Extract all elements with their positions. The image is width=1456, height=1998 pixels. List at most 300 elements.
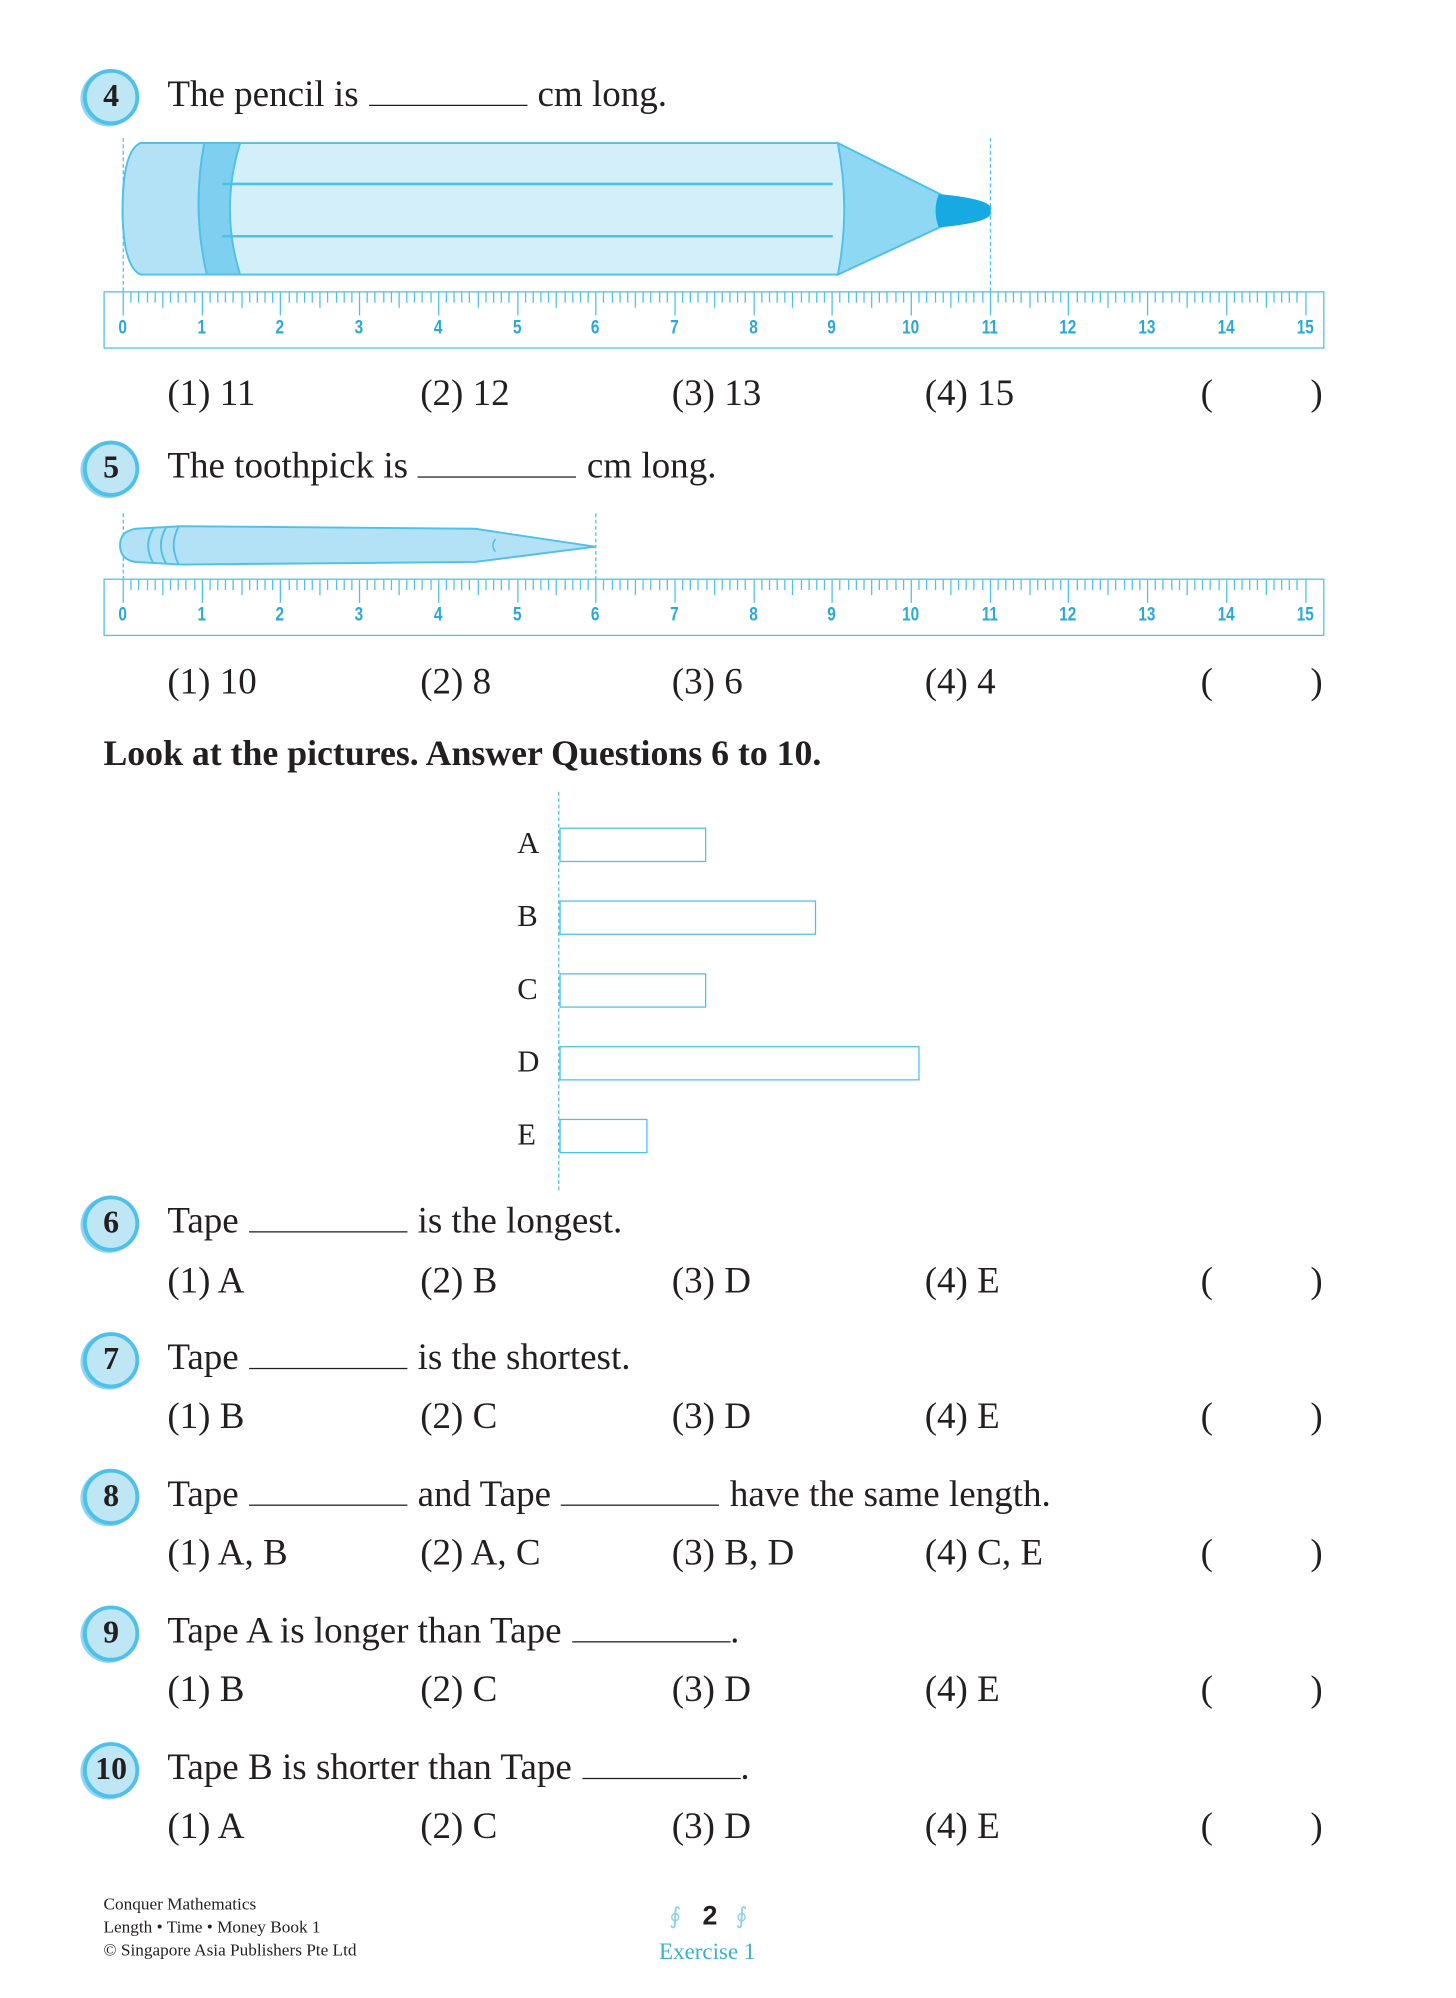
ruler-tick bbox=[1305, 580, 1306, 603]
ruler-tick bbox=[264, 580, 265, 590]
ruler-tick bbox=[241, 292, 242, 307]
question-number-5: 5 bbox=[83, 441, 139, 497]
ruler-tick bbox=[1257, 580, 1258, 590]
q9-option-3[interactable]: (3) D bbox=[671, 1669, 752, 1711]
q7-option-4[interactable]: (4) E bbox=[924, 1395, 1000, 1437]
answer-bracket-close[interactable]: ) bbox=[1310, 1669, 1323, 1711]
ruler-tick bbox=[1131, 580, 1132, 590]
ruler-tick bbox=[1123, 580, 1124, 590]
ruler-tick bbox=[926, 292, 927, 302]
ruler-tick bbox=[698, 580, 699, 590]
ruler-tick bbox=[619, 580, 620, 590]
ruler-tick bbox=[304, 292, 305, 302]
ruler-tick bbox=[375, 292, 376, 302]
ruler-tick bbox=[785, 580, 786, 590]
ruler-number: 14 bbox=[1217, 316, 1235, 339]
q7-option-2[interactable]: (2) C bbox=[420, 1395, 498, 1437]
ruler-tick bbox=[1131, 292, 1132, 302]
footer-book: Length • Time • Money Book 1 bbox=[103, 1917, 321, 1937]
ruler-tick bbox=[272, 580, 273, 590]
answer-blank[interactable] bbox=[249, 1230, 407, 1233]
answer-blank[interactable] bbox=[249, 1503, 407, 1506]
q8-option-1[interactable]: (1) A, B bbox=[167, 1532, 288, 1574]
question-10-text bbox=[167, 1747, 749, 1789]
ruler-tick bbox=[375, 580, 376, 590]
ruler-number: 13 bbox=[1138, 604, 1156, 626]
ruler-number: 1 bbox=[197, 604, 206, 626]
answer-blank[interactable] bbox=[369, 103, 527, 106]
answer-bracket-close[interactable]: ) bbox=[1310, 1805, 1323, 1847]
ruler-tick bbox=[391, 292, 392, 302]
tape-a bbox=[559, 828, 706, 862]
question-number-4: 4 bbox=[83, 69, 139, 125]
ruler-tick bbox=[1257, 292, 1258, 302]
q10-option-3[interactable]: (3) D bbox=[671, 1805, 752, 1847]
ruler-tick bbox=[950, 580, 951, 595]
q5-before: The toothpick is bbox=[167, 445, 409, 487]
ruler-tick bbox=[351, 580, 352, 590]
ruler-tick bbox=[1249, 580, 1250, 590]
question-number-7: 7 bbox=[83, 1332, 139, 1388]
ruler-tick bbox=[154, 580, 155, 590]
q6-option-4[interactable]: (4) E bbox=[924, 1260, 1000, 1302]
ruler-tick bbox=[1076, 292, 1077, 302]
ruler-tick bbox=[997, 580, 998, 590]
pencil-illustration bbox=[115, 138, 1009, 285]
ruler-tick bbox=[548, 580, 549, 590]
q6-option-3[interactable]: (3) D bbox=[671, 1260, 752, 1302]
section-heading: Look at the pictures. Answer Questions 6 to 10. bbox=[103, 734, 822, 774]
q4-option-3[interactable]: (3) 13 bbox=[671, 372, 762, 414]
ruler-tick bbox=[438, 580, 439, 603]
ruler-tick bbox=[367, 292, 368, 302]
ruler-tick bbox=[989, 292, 990, 315]
q6-option-2[interactable]: (2) B bbox=[420, 1260, 498, 1302]
ruler-tick bbox=[808, 292, 809, 302]
ruler-tick bbox=[217, 580, 218, 590]
ruler-tick bbox=[1265, 292, 1266, 307]
ruler-tick bbox=[1084, 292, 1085, 302]
q8-option-3[interactable]: (3) B, D bbox=[671, 1532, 795, 1574]
q10-option-4[interactable]: (4) E bbox=[924, 1805, 1000, 1847]
ruler-tick bbox=[383, 292, 384, 302]
question-number-8: 8 bbox=[83, 1469, 139, 1525]
ruler-number: 6 bbox=[591, 604, 600, 626]
ruler-tick bbox=[871, 292, 872, 307]
ruler-tick bbox=[588, 580, 589, 590]
ruler-tick bbox=[1147, 292, 1148, 315]
ruler-tick bbox=[194, 580, 195, 590]
ruler-tick bbox=[769, 292, 770, 302]
ruler-number: 9 bbox=[827, 316, 837, 339]
ruler-tick bbox=[840, 580, 841, 590]
ruler-tick bbox=[446, 580, 447, 590]
answer-bracket-close[interactable]: ) bbox=[1310, 1260, 1323, 1302]
ruler-tick bbox=[911, 292, 912, 315]
ruler-tick bbox=[989, 580, 990, 603]
tape-c bbox=[559, 973, 706, 1007]
ruler-number: 13 bbox=[1138, 316, 1156, 339]
q4-option-2[interactable]: (2) 12 bbox=[420, 372, 510, 414]
ruler-tick bbox=[138, 580, 139, 590]
ruler-tick bbox=[1242, 580, 1243, 590]
page-number: 2 bbox=[702, 1901, 718, 1932]
ruler-tick bbox=[296, 292, 297, 302]
question-number-9: 9 bbox=[83, 1605, 139, 1661]
ruler-tick bbox=[1210, 580, 1211, 590]
ruler-tick bbox=[477, 292, 478, 307]
ruler-tick bbox=[919, 292, 920, 302]
ruler-tick bbox=[1037, 580, 1038, 590]
decorative-swirl-right-icon: ∮ bbox=[735, 1903, 748, 1929]
ruler-tick bbox=[430, 292, 431, 302]
ruler-tick bbox=[643, 580, 644, 590]
ruler-tick bbox=[493, 292, 494, 302]
answer-bracket-open[interactable]: ( bbox=[1200, 1669, 1213, 1711]
q5-option-1[interactable]: (1) 10 bbox=[167, 661, 257, 703]
ruler-tick bbox=[320, 580, 321, 595]
answer-bracket-close[interactable]: ) bbox=[1310, 372, 1323, 414]
answer-bracket-open[interactable]: ( bbox=[1200, 1260, 1213, 1302]
ruler-number: 11 bbox=[981, 604, 998, 626]
ruler-tick bbox=[682, 292, 683, 302]
ruler-tick bbox=[1234, 580, 1235, 590]
ruler-2 bbox=[103, 579, 1324, 636]
ruler-tick bbox=[1005, 580, 1006, 590]
ruler-number: 8 bbox=[748, 316, 758, 339]
ruler-tick bbox=[777, 580, 778, 590]
ruler-tick bbox=[651, 580, 652, 590]
ruler-tick bbox=[966, 580, 967, 590]
ruler-tick bbox=[1021, 292, 1022, 302]
ruler-tick bbox=[1147, 580, 1148, 603]
ruler-tick bbox=[288, 292, 289, 302]
answer-blank[interactable] bbox=[561, 1503, 719, 1506]
ruler-tick bbox=[603, 580, 604, 590]
ruler-tick bbox=[501, 580, 502, 590]
ruler-tick bbox=[1021, 580, 1022, 590]
ruler-tick bbox=[603, 292, 604, 302]
ruler-tick bbox=[666, 292, 667, 302]
ruler-number: 0 bbox=[118, 316, 127, 339]
ruler-tick bbox=[517, 292, 518, 315]
ruler-tick bbox=[595, 292, 596, 315]
ruler-tick bbox=[540, 292, 541, 302]
ruler-tick bbox=[611, 292, 612, 302]
ruler-tick bbox=[1084, 580, 1085, 590]
q4-after: cm long. bbox=[537, 74, 668, 115]
ruler-tick bbox=[524, 580, 525, 590]
q4-option-1[interactable]: (1) 11 bbox=[167, 372, 256, 414]
q8-option-4[interactable]: (4) C, E bbox=[924, 1532, 1043, 1574]
ruler-tick bbox=[249, 580, 250, 590]
ruler-tick bbox=[1139, 292, 1140, 302]
ruler-tick bbox=[721, 292, 722, 302]
ruler-tick bbox=[808, 580, 809, 590]
ruler-tick bbox=[146, 292, 147, 302]
ruler-tick bbox=[477, 580, 478, 595]
ruler-tick bbox=[792, 580, 793, 595]
ruler-tick bbox=[761, 580, 762, 590]
ruler-number: 15 bbox=[1296, 604, 1314, 626]
ruler-tick bbox=[1265, 580, 1266, 595]
ruler-tick bbox=[130, 580, 131, 590]
ruler-number: 6 bbox=[591, 316, 600, 339]
question-number-10: 10 bbox=[83, 1742, 139, 1798]
tape-d bbox=[559, 1046, 919, 1080]
answer-bracket-close[interactable]: ) bbox=[1310, 1532, 1323, 1574]
answer-bracket-close[interactable]: ) bbox=[1310, 661, 1323, 703]
ruler-tick bbox=[658, 292, 659, 302]
ruler-tick bbox=[737, 580, 738, 590]
ruler-tick bbox=[729, 292, 730, 302]
ruler-tick bbox=[320, 292, 321, 307]
ruler-tick bbox=[186, 580, 187, 590]
q9-option-4[interactable]: (4) E bbox=[924, 1669, 1000, 1711]
ruler-number: 5 bbox=[512, 316, 521, 339]
ruler-tick bbox=[249, 292, 250, 302]
ruler-tick bbox=[761, 292, 762, 302]
ruler-tick bbox=[958, 580, 959, 590]
answer-bracket-open[interactable]: ( bbox=[1200, 1532, 1213, 1574]
ruler-tick bbox=[982, 580, 983, 590]
ruler-tick bbox=[745, 580, 746, 590]
ruler-tick bbox=[966, 292, 967, 302]
ruler-tick bbox=[406, 292, 407, 302]
ruler-tick bbox=[335, 292, 336, 302]
ruler-tick bbox=[832, 292, 833, 315]
q7-option-3[interactable]: (3) D bbox=[671, 1395, 752, 1437]
ruler-tick bbox=[1100, 580, 1101, 590]
ruler-number: 9 bbox=[827, 604, 837, 626]
ruler-tick bbox=[580, 580, 581, 590]
ruler-tick bbox=[469, 580, 470, 590]
ruler-tick bbox=[887, 292, 888, 302]
ruler-tick bbox=[1171, 292, 1172, 302]
ruler-tick bbox=[548, 292, 549, 302]
q10-option-1[interactable]: (1) A bbox=[167, 1805, 245, 1847]
q4-option-4[interactable]: (4) 15 bbox=[924, 372, 1015, 414]
ruler-tick bbox=[264, 292, 265, 302]
ruler-tick bbox=[800, 580, 801, 590]
ruler-tick bbox=[178, 580, 179, 590]
q10-option-2[interactable]: (2) C bbox=[420, 1805, 498, 1847]
ruler-tick bbox=[241, 580, 242, 595]
ruler-tick bbox=[1092, 292, 1093, 302]
q9-option-2[interactable]: (2) C bbox=[420, 1669, 498, 1711]
q8-option-2[interactable]: (2) A, C bbox=[420, 1532, 541, 1574]
ruler-tick bbox=[879, 580, 880, 590]
q6-before: Tape bbox=[167, 1200, 239, 1242]
ruler-tick bbox=[233, 292, 234, 302]
ruler-tick bbox=[422, 292, 423, 302]
ruler-tick bbox=[540, 580, 541, 590]
q7-option-1[interactable]: (1) B bbox=[167, 1395, 245, 1437]
ruler-tick bbox=[1045, 580, 1046, 590]
ruler-tick bbox=[1297, 292, 1298, 302]
ruler-tick bbox=[1013, 292, 1014, 302]
ruler-number: 3 bbox=[354, 316, 364, 339]
ruler-tick bbox=[895, 580, 896, 590]
ruler-tick bbox=[414, 580, 415, 590]
answer-blank[interactable] bbox=[249, 1367, 407, 1370]
ruler-tick bbox=[162, 292, 163, 307]
ruler-tick bbox=[1116, 292, 1117, 302]
q5-option-2[interactable]: (2) 8 bbox=[420, 661, 492, 703]
ruler-tick bbox=[611, 580, 612, 590]
ruler-tick bbox=[1281, 580, 1282, 590]
ruler-tick bbox=[1108, 292, 1109, 307]
ruler-tick bbox=[532, 580, 533, 590]
ruler-tick bbox=[1242, 292, 1243, 302]
answer-bracket-open[interactable]: ( bbox=[1200, 1805, 1213, 1847]
ruler-tick bbox=[1108, 580, 1109, 595]
ruler-tick bbox=[753, 580, 754, 603]
q5-option-4[interactable]: (4) 4 bbox=[924, 661, 996, 703]
ruler-tick bbox=[414, 292, 415, 302]
tape-b bbox=[559, 900, 816, 934]
ruler-tick bbox=[848, 580, 849, 590]
ruler-tick bbox=[1210, 292, 1211, 302]
ruler-tick bbox=[950, 292, 951, 307]
ruler-tick bbox=[422, 580, 423, 590]
ruler-tick bbox=[225, 580, 226, 590]
q8-after: have the same length. bbox=[729, 1473, 1051, 1515]
ruler-tick bbox=[816, 580, 817, 590]
ruler-tick bbox=[1060, 580, 1061, 590]
ruler-tick bbox=[903, 580, 904, 590]
q7-before: Tape bbox=[167, 1337, 239, 1379]
ruler-tick bbox=[532, 292, 533, 302]
ruler-tick bbox=[509, 580, 510, 590]
ruler-tick bbox=[635, 292, 636, 307]
ruler-tick bbox=[280, 292, 281, 315]
ruler-tick bbox=[430, 580, 431, 590]
ruler-tick bbox=[1013, 580, 1014, 590]
ruler-tick bbox=[312, 292, 313, 302]
ruler-tick bbox=[194, 292, 195, 302]
ruler-tick bbox=[454, 292, 455, 302]
ruler-number: 14 bbox=[1217, 604, 1235, 626]
q4-before: The pencil is bbox=[167, 74, 359, 115]
footer-copyright: © Singapore Asia Publishers Pte Ltd bbox=[103, 1940, 357, 1960]
ruler-number: 1 bbox=[197, 316, 206, 339]
answer-blank[interactable] bbox=[418, 475, 576, 478]
ruler-tick bbox=[501, 292, 502, 302]
answer-blank[interactable] bbox=[582, 1777, 740, 1780]
ruler-tick bbox=[658, 580, 659, 590]
ruler-tick bbox=[391, 580, 392, 590]
ruler-tick bbox=[304, 580, 305, 590]
ruler-number: 12 bbox=[1059, 316, 1077, 339]
ruler-tick bbox=[1281, 292, 1282, 302]
ruler-tick bbox=[1116, 580, 1117, 590]
answer-bracket-close[interactable]: ) bbox=[1310, 1395, 1323, 1437]
ruler-tick bbox=[674, 292, 675, 315]
ruler-tick bbox=[572, 580, 573, 590]
q5-option-3[interactable]: (3) 6 bbox=[671, 661, 743, 703]
ruler-tick bbox=[627, 292, 628, 302]
ruler-tick bbox=[556, 580, 557, 595]
ruler-number: 12 bbox=[1059, 604, 1077, 626]
ruler-tick bbox=[903, 292, 904, 302]
ruler-tick bbox=[785, 292, 786, 302]
ruler-tick bbox=[461, 580, 462, 590]
ruler-tick bbox=[1139, 580, 1140, 590]
ruler-tick bbox=[359, 580, 360, 603]
ruler-tick bbox=[595, 580, 596, 603]
ruler-tick bbox=[1273, 580, 1274, 590]
q6-option-1[interactable]: (1) A bbox=[167, 1260, 245, 1302]
ruler-tick bbox=[682, 580, 683, 590]
toothpick-illustration bbox=[118, 521, 603, 567]
ruler-tick bbox=[146, 580, 147, 590]
ruler-tick bbox=[706, 580, 707, 590]
ruler-tick bbox=[1052, 580, 1053, 590]
ruler-1 bbox=[103, 291, 1324, 348]
ruler-tick bbox=[225, 292, 226, 302]
ruler-tick bbox=[1249, 292, 1250, 302]
tape-label-b: B bbox=[517, 900, 538, 934]
ruler-tick bbox=[1273, 292, 1274, 302]
tape-label-d: D bbox=[517, 1046, 540, 1080]
tape-label-e: E bbox=[517, 1118, 537, 1153]
answer-bracket-open[interactable]: ( bbox=[1200, 661, 1213, 703]
ruler-tick bbox=[840, 292, 841, 302]
ruler-tick bbox=[493, 580, 494, 590]
ruler-tick bbox=[564, 292, 565, 302]
ruler-tick bbox=[201, 292, 202, 315]
answer-bracket-open[interactable]: ( bbox=[1200, 372, 1213, 414]
question-number-6: 6 bbox=[83, 1195, 139, 1251]
ruler-tick bbox=[1052, 292, 1053, 302]
ruler-number: 3 bbox=[354, 604, 364, 626]
ruler-tick bbox=[186, 292, 187, 302]
ruler-tick bbox=[777, 292, 778, 302]
ruler-tick bbox=[1186, 580, 1187, 595]
ruler-tick bbox=[800, 292, 801, 302]
ruler-tick bbox=[398, 292, 399, 307]
ruler-tick bbox=[406, 580, 407, 590]
ruler-tick bbox=[627, 580, 628, 590]
ruler-tick bbox=[895, 292, 896, 302]
ruler-tick bbox=[666, 580, 667, 590]
ruler-tick bbox=[690, 580, 691, 590]
q8-middle: and Tape bbox=[417, 1473, 552, 1515]
ruler-number: 4 bbox=[433, 604, 443, 626]
ruler-tick bbox=[1005, 292, 1006, 302]
ruler-tick bbox=[446, 292, 447, 302]
question-8-text bbox=[167, 1474, 1050, 1516]
ruler-number: 10 bbox=[902, 604, 920, 626]
ruler-number: 5 bbox=[512, 604, 521, 626]
q9-option-1[interactable]: (1) B bbox=[167, 1669, 245, 1711]
ruler-tick bbox=[1029, 292, 1030, 307]
answer-blank[interactable] bbox=[572, 1640, 730, 1643]
q9-after: . bbox=[730, 1610, 740, 1652]
ruler-tick bbox=[454, 580, 455, 590]
tape-label-a: A bbox=[517, 827, 540, 861]
answer-bracket-open[interactable]: ( bbox=[1200, 1395, 1213, 1437]
ruler-tick bbox=[351, 292, 352, 302]
tape-label-c: C bbox=[517, 973, 538, 1007]
ruler-tick bbox=[257, 292, 258, 302]
ruler-number: 15 bbox=[1296, 316, 1314, 339]
ruler-tick bbox=[942, 580, 943, 590]
ruler-tick bbox=[635, 580, 636, 595]
ruler-tick bbox=[1194, 580, 1195, 590]
ruler-tick bbox=[919, 580, 920, 590]
